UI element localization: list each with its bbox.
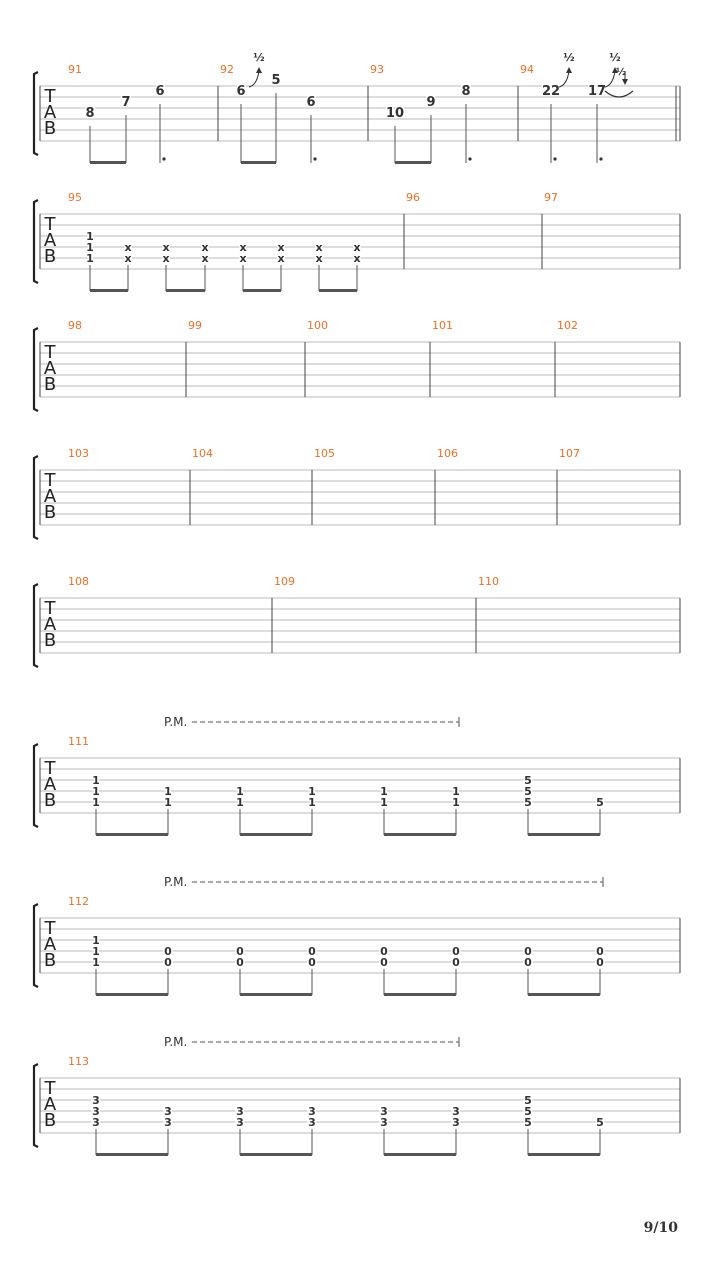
fret-number: x [353, 241, 361, 254]
fret-number: 1 [452, 785, 460, 798]
tab-clef-letter: A [43, 230, 57, 251]
fret-number: 3 [452, 1105, 460, 1118]
release-arrowhead [622, 79, 628, 85]
fret-number: 0 [236, 956, 244, 969]
fret-number: 1 [452, 796, 460, 809]
bend-arrowhead [256, 67, 262, 73]
tab-clef-letter: T [44, 342, 56, 363]
fret-number: 1 [164, 785, 172, 798]
fret-number: x [201, 252, 209, 265]
fret-number: 1 [308, 796, 316, 809]
fret-number: 1 [92, 774, 100, 787]
measure-number: 109 [274, 575, 295, 588]
tab-clef-letter: A [43, 774, 57, 795]
measure-number: 100 [307, 319, 328, 332]
fret-number: 0 [380, 945, 388, 958]
fret-number: 5 [524, 774, 532, 787]
fret-number: x [239, 241, 247, 254]
measure-number: 94 [520, 63, 534, 76]
fret-number: 3 [92, 1094, 100, 1107]
beam [96, 1153, 168, 1156]
fret-number: 5 [596, 1116, 604, 1129]
measure-number: 97 [544, 191, 558, 204]
fret-number: 1 [86, 241, 94, 254]
tab-system [34, 575, 680, 667]
tab-clef-letter: T [44, 758, 56, 779]
tab-clef-letter: B [43, 118, 57, 139]
tab-system [34, 447, 680, 539]
tab-clef-letter: B [43, 950, 57, 971]
fret-number: 1 [86, 252, 94, 265]
fret-number: x [162, 252, 170, 265]
measure-number: 102 [557, 319, 578, 332]
measure-number: 105 [314, 447, 335, 460]
bend-amount: ½ [253, 51, 265, 64]
tab-clef-letter: A [43, 1094, 57, 1115]
fret-number: 0 [308, 956, 316, 969]
measure-number: 106 [437, 447, 458, 460]
palm-mute-label: P.M. [164, 1035, 188, 1049]
measure-number: 99 [188, 319, 202, 332]
fret-number: 3 [92, 1105, 100, 1118]
fret-number: 0 [596, 945, 604, 958]
fret-number: x [315, 252, 323, 265]
bend-arrowhead [566, 67, 572, 73]
beam [166, 289, 205, 292]
fret-number: 9 [426, 95, 436, 110]
system-bracket [34, 456, 38, 539]
fret-number: 1 [308, 785, 316, 798]
fret-number: 0 [164, 945, 172, 958]
measure-number: 101 [432, 319, 453, 332]
system-bracket [34, 1064, 38, 1147]
fret-number: 3 [308, 1105, 316, 1118]
fret-number: x [162, 241, 170, 254]
fret-number: 1 [92, 956, 100, 969]
beam [395, 161, 431, 164]
tab-clef-letter: A [43, 934, 57, 955]
fret-number: x [124, 241, 132, 254]
fret-number: 3 [380, 1105, 388, 1118]
duration-dot [313, 157, 316, 160]
tab-system [34, 875, 680, 996]
fret-number: x [239, 252, 247, 265]
system-bracket [34, 904, 38, 987]
beam [241, 161, 276, 164]
measure-number: 93 [370, 63, 384, 76]
tab-clef-letter: B [43, 246, 57, 267]
fret-number: 5 [596, 796, 604, 809]
beam [319, 289, 357, 292]
tab-clef-letter: T [44, 918, 56, 939]
fret-number: 17 [587, 84, 607, 99]
measure-number: 92 [220, 63, 234, 76]
bend-curve [559, 71, 569, 87]
fret-number: 3 [92, 1116, 100, 1129]
fret-number: 5 [524, 796, 532, 809]
fret-number: 6 [306, 95, 316, 110]
fret-number: 5 [524, 1105, 532, 1118]
duration-dot [162, 157, 165, 160]
fret-number: 3 [380, 1116, 388, 1129]
beam [528, 1153, 600, 1156]
system-bracket [34, 200, 38, 283]
fret-number: 1 [236, 785, 244, 798]
fret-number: 3 [236, 1116, 244, 1129]
beam [528, 833, 600, 836]
tab-system [34, 715, 680, 836]
system-bracket [34, 584, 38, 667]
fret-number: x [315, 241, 323, 254]
fret-number: 1 [164, 796, 172, 809]
beam [90, 289, 128, 292]
tab-clef-letter: T [44, 1078, 56, 1099]
measure-number: 110 [478, 575, 499, 588]
measure-number: 98 [68, 319, 82, 332]
fret-number: 3 [236, 1105, 244, 1118]
fret-number: 3 [452, 1116, 460, 1129]
fret-number: x [277, 252, 285, 265]
fret-number: 0 [524, 945, 532, 958]
fret-number: 0 [380, 956, 388, 969]
palm-mute-label: P.M. [164, 875, 188, 889]
measure-number: 103 [68, 447, 89, 460]
measure-number: 108 [68, 575, 89, 588]
tab-system [34, 319, 680, 411]
fret-number: 1 [380, 785, 388, 798]
duration-dot [553, 157, 556, 160]
measure-number: 113 [68, 1055, 89, 1068]
bend-amount: ½ [563, 51, 575, 64]
fret-number: 0 [236, 945, 244, 958]
fret-number: 3 [164, 1105, 172, 1118]
bend-amount: ½ [609, 51, 621, 64]
fret-number: x [277, 241, 285, 254]
fret-number: 0 [452, 956, 460, 969]
beam [96, 833, 168, 836]
fret-number: 7 [121, 95, 131, 110]
beam [96, 993, 168, 996]
fret-number: 6 [155, 84, 165, 99]
beam [384, 1153, 456, 1156]
measure-number: 104 [192, 447, 213, 460]
system-bracket [34, 744, 38, 827]
slur-tie [605, 91, 633, 97]
fret-number: 1 [236, 796, 244, 809]
tab-clef-letter: T [44, 214, 56, 235]
fret-number: 5 [271, 73, 281, 88]
tab-clef-letter: B [43, 502, 57, 523]
fret-number: 1 [86, 230, 94, 243]
tab-clef-letter: B [43, 630, 57, 651]
measure-number: 96 [406, 191, 420, 204]
fret-number: 5 [524, 1094, 532, 1107]
beam [240, 833, 312, 836]
bend-curve [249, 71, 259, 87]
fret-number: 0 [164, 956, 172, 969]
fret-number: 0 [596, 956, 604, 969]
tab-clef-letter: A [43, 614, 57, 635]
fret-number: 1 [92, 785, 100, 798]
beam [384, 993, 456, 996]
tab-system [34, 191, 680, 292]
fret-number: 8 [461, 84, 471, 99]
measure-number: 111 [68, 735, 89, 748]
fret-number: x [124, 252, 132, 265]
duration-dot [599, 157, 602, 160]
fret-number: 1 [92, 796, 100, 809]
tab-clef-letter: B [43, 1110, 57, 1131]
tab-clef-letter: B [43, 374, 57, 395]
fret-number: 6 [236, 84, 246, 99]
fret-number: x [201, 241, 209, 254]
release-amount: ½ [615, 67, 627, 78]
measure-number: 107 [559, 447, 580, 460]
fret-number: 8 [85, 106, 95, 121]
fret-number: 3 [308, 1116, 316, 1129]
beam [90, 161, 126, 164]
beam [528, 993, 600, 996]
fret-number: 1 [380, 796, 388, 809]
fret-number: 0 [524, 956, 532, 969]
fret-number: x [353, 252, 361, 265]
fret-number: 0 [308, 945, 316, 958]
beam [384, 833, 456, 836]
measure-number: 112 [68, 895, 89, 908]
fret-number: 1 [92, 934, 100, 947]
beam [240, 993, 312, 996]
fret-number: 1 [92, 945, 100, 958]
duration-dot [468, 157, 471, 160]
fret-number: 3 [164, 1116, 172, 1129]
system-bracket [34, 72, 38, 155]
fret-number: 5 [524, 785, 532, 798]
bend-curve [605, 71, 615, 87]
tab-clef-letter: T [44, 470, 56, 491]
page-number: 9/10 [643, 1220, 678, 1236]
beam [243, 289, 281, 292]
tab-clef-letter: T [44, 86, 56, 107]
tab-system [34, 1035, 680, 1156]
tab-clef-letter: A [43, 102, 57, 123]
tab-clef-letter: B [43, 790, 57, 811]
measure-number: 95 [68, 191, 82, 204]
fret-number: 10 [385, 106, 405, 121]
tab-clef-letter: A [43, 358, 57, 379]
measure-number: 91 [68, 63, 82, 76]
fret-number: 22 [541, 84, 561, 99]
tab-system [34, 51, 680, 164]
fret-number: 5 [524, 1116, 532, 1129]
tab-clef-letter: A [43, 486, 57, 507]
tab-clef-letter: T [44, 598, 56, 619]
beam [240, 1153, 312, 1156]
fret-number: 0 [452, 945, 460, 958]
system-bracket [34, 328, 38, 411]
palm-mute-label: P.M. [164, 715, 188, 729]
